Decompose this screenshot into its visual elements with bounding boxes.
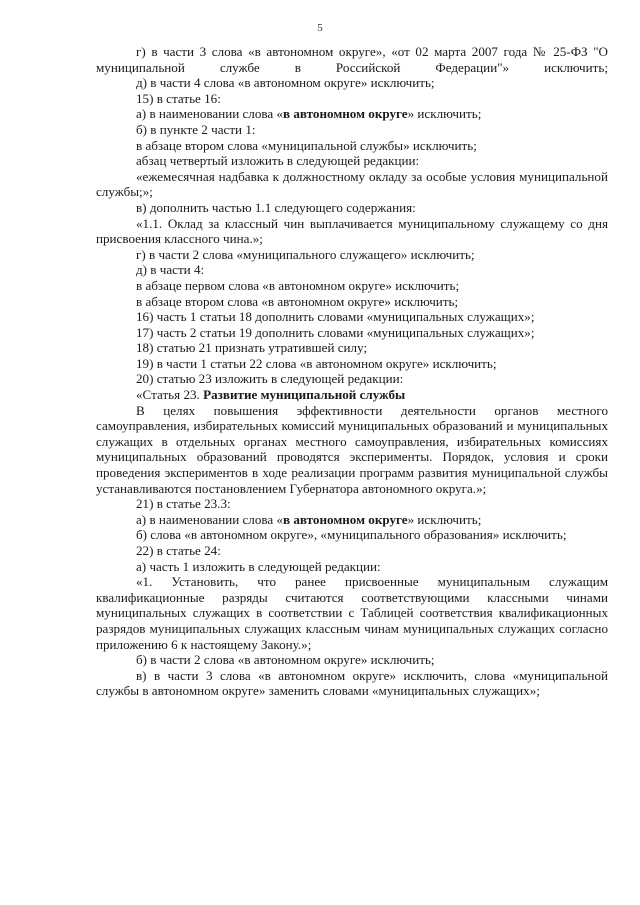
amendment-l17: 18) статью 21 признать утратившей силу;	[136, 340, 368, 356]
amendment-l15: 16) часть 1 статьи 18 дополнить словами «муниципальных служащих»;	[136, 309, 535, 325]
amendment-l25: 22) в статье 24:	[136, 543, 221, 558]
amendment-l6: в абзаце втором слова «муниципальной службы» исключить;	[136, 137, 477, 153]
document-body	[96, 44, 608, 699]
amendment-l26: а) часть 1 изложить в следующей редакции:	[136, 558, 381, 574]
amendment-l7: абзац четвертый изложить в следующей редакции:	[136, 153, 420, 169]
article-23-text: В целях повышения эффективности деятельности органов местного самоуправления, избирательных комиссий муниципальных образований и муниципальных служащих в отдельных органах местного самоуправления, избирательных комиссиях муниципальных образований проводятся эксперименты. Порядок, условия и сроки проведения экспериментов в ходе реализации программ развития муниципальной службы устанавливаются постановлением Губернатора автономного округа.»;	[96, 402, 608, 496]
amendment-l16: 17) часть 2 статьи 19 дополнить словами «муниципальных служащих»;	[136, 324, 535, 340]
amendment-l5: б) в пункте 2 части 1:	[136, 121, 256, 137]
amendment-l29: в) в части 3 слова «в автономном округе» исключить, слова «муниципальной службы в автономном округе» заменить словами «муниципальных служащих»;	[96, 667, 608, 699]
amendment-l18: 19) в части 1 статьи 22 слова «в автономном округе» исключить;	[136, 355, 497, 371]
amendment-l28: б) в части 2 слова «в автономном округе» исключить;	[136, 652, 435, 668]
amendment-l14: в абзаце втором слова «в автономном округе» исключить;	[136, 293, 459, 309]
amendment-l9: в) дополнить частью 1.1 следующего содержания:	[136, 199, 416, 215]
amendment-l1: г) в части 3 слова «в автономном округе», «от 02 марта 2007 года № 25-ФЗ "О муниципальной службе в Российской Федерации"» исключить;	[96, 44, 608, 75]
amendment-l10: «1.1. Оклад за классный чин выплачивается муниципальному служащему со дня присвоения классного чина.»;	[96, 215, 608, 247]
article-23-heading: «Статья 23. Развитие муниципальной службы	[136, 387, 406, 403]
amendment-l24: б) слова «в автономном округе», «муниципального образования» исключить;	[136, 527, 567, 543]
amendment-l27: «1. Установить, что ранее присвоенные муниципальным служащим квалификационные разряды считаются соответствующими классными чинами муниципальных служащих в соответствии с Таблицей соответствия квалификационных разрядов муниципальных служащих классным чинам муниципальных служащих согласно приложению 6 к настоящему Закону.»;	[96, 574, 608, 652]
amendment-l2: д) в части 4 слова «в автономном округе» исключить;	[136, 75, 435, 91]
page-number: 5	[317, 22, 323, 34]
amendment-l8: «ежемесячная надбавка к должностному окладу за особые условия муниципальной службы;»;	[96, 168, 608, 200]
amendment-l13: в абзаце первом слова «в автономном округе» исключить;	[136, 277, 460, 293]
amendment-l3: 15) в статье 16:	[136, 90, 221, 106]
amendment-l4: а) в наименовании слова «в автономном округе» исключить;	[136, 106, 482, 122]
amendment-l22: 21) в статье 23.3:	[136, 496, 231, 512]
amendment-l23: а) в наименовании слова «в автономном округе» исключить;	[136, 511, 482, 527]
amendment-l12: д) в части 4:	[136, 262, 205, 278]
amendment-l11: г) в части 2 слова «муниципального служащего» исключить;	[136, 246, 475, 262]
amendment-l19: 20) статью 23 изложить в следующей редакции:	[136, 371, 404, 387]
